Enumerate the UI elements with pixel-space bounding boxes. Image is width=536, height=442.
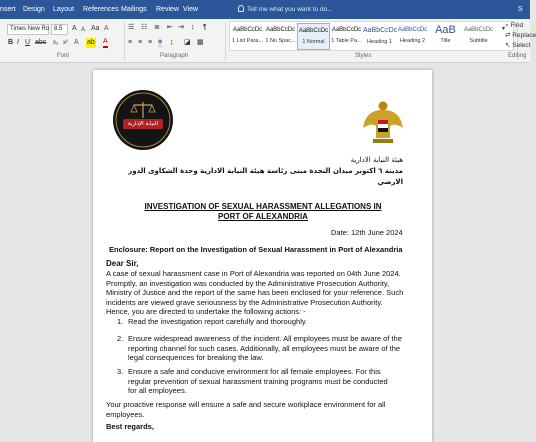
user-initial[interactable]: S [518,6,523,13]
document-page[interactable] [93,70,432,442]
style-heading-1[interactable]: AaBbCcDc Heading 1 [363,27,398,45]
styles-gallery [229,21,514,51]
list-number: 3. [117,367,124,376]
administrative-prosecution-seal [113,90,173,150]
decrease-indent-icon[interactable]: ⇤ [167,24,173,31]
lightbulb-icon [238,5,244,12]
borders-icon[interactable]: ▦ [197,39,204,46]
tab-mailings[interactable]: Mailings [121,6,147,13]
pilcrow-icon[interactable]: ¶ [203,24,207,31]
style-no-spacing[interactable]: AaBbCcDc 1 No Spac... [265,27,296,44]
enclosure-line: Enclosure: Report on the Investigation of Sexual Harassment in Port of Alexandria [109,245,403,254]
divider [124,22,125,60]
seal-text: النيابة الإدارية [127,121,159,127]
salutation: Dear Sir, [106,259,139,268]
action-item-3: Ensure a safe and conducive environment for all female employees. For this regular prevention of sexual harassment training programs must be conducted for all employees. [128,367,388,395]
font-size-box[interactable]: 8.5 [51,24,68,35]
style-subtitle[interactable]: AaBbCcDc Subtitle [463,27,494,44]
style-title[interactable]: AaB Title [435,24,456,44]
select-icon: ↖ [505,42,511,49]
tab-insert[interactable]: nsert [0,6,16,13]
font-color-icon[interactable]: A [103,38,108,48]
font-name-box[interactable]: Times New Ro [7,24,49,35]
address-line-1-arabic: مدينة ٦ اكتوبر ميدان النجدة مبنى رئاسة هيئة النيابة الادارية وحدة الشكاوى الدور [128,167,403,175]
group-label-paragraph: Paragraph [160,53,189,59]
bold-icon[interactable]: B [8,39,14,46]
tab-view[interactable]: View [183,6,199,13]
align-center-icon[interactable]: ≡ [138,39,143,46]
document-date: Date: 12th June 2024 [331,228,403,237]
bullets-icon[interactable]: ☰ [128,24,135,31]
tab-design[interactable]: Design [23,6,45,13]
find-button[interactable]: ⌕ Find [505,22,524,29]
increase-indent-icon[interactable]: ⇥ [178,24,184,31]
action-item-2: Ensure widespread awareness of the incident. All employees must be aware of the reporting channel for such cases. Additionally, all employees must be aware of the legal consequences for breaking the law. [128,334,402,362]
find-icon: ⌕ [505,22,509,29]
tell-me-search[interactable]: Tell me what you want to do... [238,5,333,13]
style-list-paragraph[interactable]: AaBbCcDc 1 List Para... [232,27,263,44]
numbering-icon[interactable]: ☷ [141,24,148,31]
ribbon-tab-bar [0,0,530,19]
grow-font-icon[interactable]: A [72,25,77,32]
group-label-styles: Styles [355,53,372,59]
sort-icon[interactable]: ↕ [191,24,195,31]
closing-paragraph: Your proactive response will ensure a safe and secure workplace environment for all employees. [106,400,386,419]
editing-group [505,21,536,51]
regards-line: Best regards, [106,422,154,431]
group-label-font: Font [57,53,70,59]
tab-references[interactable]: References [83,6,119,13]
clear-format-icon[interactable]: A [104,25,109,32]
shading-icon[interactable]: ◪ [184,39,191,46]
ribbon [0,19,536,63]
text-effects-icon[interactable]: A [74,39,79,46]
strikethrough-icon[interactable]: abc [35,39,47,46]
document-title: INVESTIGATION OF SEXUAL HARASSMENT ALLEGATIONS IN PORT OF ALEXANDRIA [144,202,382,221]
action-item-1: Read the investigation report carefully and thoroughly. [128,317,308,326]
replace-icon: ⇄ [505,32,511,39]
align-left-icon[interactable]: ≡ [128,39,133,46]
select-button[interactable]: ↖ Select [505,42,531,49]
replace-button[interactable]: ⇄ Replace [505,32,536,39]
multilevel-icon[interactable]: ≣ [154,24,160,31]
shrink-font-icon[interactable]: A [81,27,86,33]
tab-layout[interactable]: Layout [53,6,75,13]
list-number: 2. [117,334,124,343]
italic-icon[interactable]: I [17,39,19,46]
style-table-paragraph[interactable]: AaBbCcDc 1 Table Pa... [331,27,362,44]
address-line-2-arabic: الارضي [377,178,403,186]
eagle-of-saladin-icon [361,98,405,146]
tab-review[interactable]: Review [156,6,179,13]
highlight-icon[interactable]: ab [87,39,95,46]
change-case-icon[interactable]: Aa [91,25,100,32]
style-heading-2[interactable]: AaBbCcDc Heading 2 [397,27,428,44]
intro-paragraph: A case of sexual harassment case in Port of Alexandria was reported on 04th June 2024. Promptly, an investigation was conducted by the Administrative Prosecution Authority, Ministry of Justice and the report of the same has been enclosed for your reference. Such incidents are viewed grave seriousness by the Administrative Prosecution Authority. Hence, you are directed to undertake the following actions: - [106,269,404,316]
style-normal[interactable]: AaBbCcDc 1 Normal [297,23,330,50]
superscript-icon[interactable]: x² [63,40,68,46]
group-label-editing: Editing [508,53,527,59]
justify-icon[interactable]: ≡ [158,39,163,46]
list-number: 1. [117,317,124,326]
authority-name-arabic: هيئة النيابة الادارية [350,156,403,164]
styles-more-icon[interactable]: ▾ [502,26,506,32]
underline-icon[interactable]: U [25,39,31,46]
subscript-icon[interactable]: x₂ [53,40,59,46]
align-right-icon[interactable]: ≡ [148,39,153,46]
divider [225,22,226,60]
line-spacing-icon[interactable]: ↨ [170,39,174,46]
